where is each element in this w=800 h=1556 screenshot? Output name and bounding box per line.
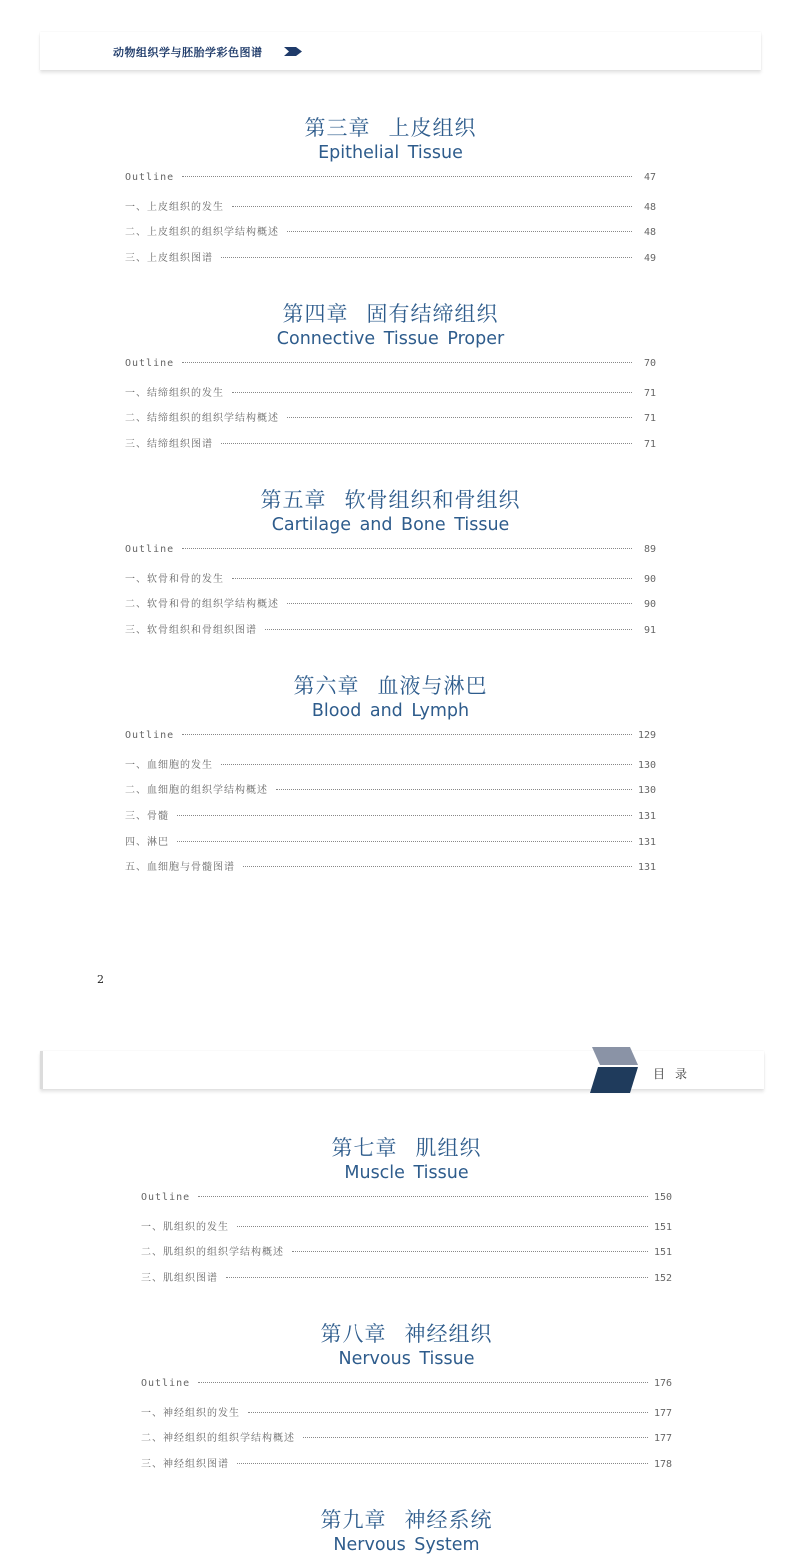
dot-leader	[221, 764, 632, 765]
dot-leader	[287, 417, 632, 418]
toc-entry-label: 二、结缔组织的组织学结构概述	[125, 413, 279, 425]
toc-entry[interactable]	[125, 807, 656, 833]
toc-list	[141, 1192, 672, 1295]
dot-leader	[226, 1277, 648, 1278]
toc-entry-label: 三、上皮组织图谱	[125, 253, 213, 265]
toc-entry-label: Outline	[125, 730, 175, 741]
toc-entry[interactable]	[125, 595, 656, 621]
chapter-3-block	[125, 114, 656, 275]
toc-entry-label: Outline	[141, 1378, 191, 1389]
toc-entry[interactable]	[125, 621, 656, 647]
toc-entry[interactable]	[125, 544, 656, 570]
chapter-number: 第八章	[320, 1322, 387, 1346]
chapter-heading	[141, 1320, 672, 1370]
chapter-name-zh: 上皮组织	[388, 116, 477, 140]
toc-entry[interactable]	[141, 1404, 672, 1430]
toc-entry-page: 89	[643, 544, 656, 555]
dot-leader	[237, 1226, 648, 1227]
toc-entry[interactable]	[141, 1269, 672, 1295]
dot-leader	[287, 231, 632, 232]
toc-entry-label: 三、结缔组织图谱	[125, 439, 213, 451]
book-title: 动物组织学与胚胎学彩色图谱	[113, 46, 263, 59]
chapter-heading	[125, 114, 656, 164]
toc-entry-label: Outline	[125, 544, 175, 555]
chapter-name-zh: 血液与淋巴	[377, 674, 488, 698]
chapter-9-block	[141, 1506, 672, 1556]
toc-entry-label: 一、上皮组织的发生	[125, 201, 224, 213]
chapter-title-en: Nervous System	[333, 1535, 480, 1555]
chapter-heading	[125, 486, 656, 536]
dot-leader	[232, 392, 632, 393]
toc-entry-page: 91	[643, 625, 656, 637]
chapter-name-zh: 肌组织	[415, 1136, 482, 1160]
toc-entry[interactable]	[141, 1243, 672, 1269]
chapter-6-block	[125, 672, 656, 884]
dot-leader	[232, 578, 632, 579]
chapter-heading	[125, 672, 656, 722]
toc-entry-label: 一、血细胞的发生	[125, 759, 213, 771]
chapter-name-zh: 神经组织	[404, 1322, 493, 1346]
running-header-page-2	[40, 32, 761, 70]
toc-list	[125, 172, 656, 275]
chapter-title-zh	[125, 672, 656, 700]
chapter-heading	[141, 1134, 672, 1184]
chapter-title-en: Muscle Tissue	[344, 1163, 469, 1183]
chapter-name-zh: 神经系统	[404, 1508, 493, 1532]
chapter-8-block	[141, 1320, 672, 1481]
toc-entry-page: 71	[643, 413, 656, 425]
chapter-number: 第七章	[331, 1136, 398, 1160]
chapter-title-zh	[141, 1506, 672, 1534]
toc-entry-page: 130	[637, 785, 656, 797]
chapter-heading	[141, 1506, 672, 1556]
toc-entry[interactable]	[125, 781, 656, 807]
toc-entry[interactable]	[141, 1455, 672, 1481]
chapter-number: 第五章	[260, 488, 327, 512]
toc-entry[interactable]	[125, 756, 656, 782]
running-header-page-3	[40, 1051, 764, 1089]
toc-entry-page: 70	[643, 358, 656, 369]
chapter-title-en: Epithelial Tissue	[318, 143, 463, 163]
toc-entry-page: 131	[637, 862, 656, 874]
toc-entry[interactable]	[141, 1429, 672, 1455]
toc-entry-page: 90	[643, 599, 656, 611]
toc-entry[interactable]	[125, 223, 656, 249]
toc-entry-label: 二、肌组织的组织学结构概述	[141, 1247, 284, 1259]
toc-entry[interactable]	[125, 570, 656, 596]
toc-entry[interactable]	[125, 435, 656, 461]
toc-entry-label: Outline	[125, 358, 175, 369]
toc-entry-label: 三、神经组织图谱	[141, 1459, 229, 1471]
toc-entry-label: 一、神经组织的发生	[141, 1407, 240, 1419]
toc-entry-page: 151	[653, 1247, 672, 1259]
toc-entry-label: 二、神经组织的组织学结构概述	[141, 1433, 295, 1445]
toc-entry-page: 177	[653, 1407, 672, 1419]
chapter-title-en: Cartilage and Bone Tissue	[271, 515, 510, 535]
toc-entry-page: 71	[643, 387, 656, 399]
dot-leader	[243, 866, 632, 867]
chapter-heading	[125, 300, 656, 350]
page-number: 2	[97, 973, 104, 986]
toc-entry[interactable]	[125, 249, 656, 275]
toc-entry[interactable]	[141, 1378, 672, 1404]
chapter-4-block	[125, 300, 656, 461]
chapter-5-block	[125, 486, 656, 647]
toc-entry-label: 一、结缔组织的发生	[125, 387, 224, 399]
chapter-title-en: Nervous Tissue	[338, 1349, 475, 1369]
chapter-number: 第九章	[320, 1508, 387, 1532]
toc-entry-label: 三、软骨组织和骨组织图谱	[125, 625, 257, 637]
toc-entry[interactable]	[125, 358, 656, 384]
toc-entry-page: 48	[643, 201, 656, 213]
toc-entry-label: 三、骨髓	[125, 811, 169, 823]
chapter-title-en: Blood and Lymph	[311, 701, 470, 721]
dot-leader	[182, 548, 632, 549]
toc-entry[interactable]	[141, 1192, 672, 1218]
section-emblem-icon	[588, 1047, 640, 1095]
toc-entry-label: 二、软骨和骨的组织学结构概述	[125, 599, 279, 611]
chapter-number: 第六章	[293, 674, 360, 698]
toc-list	[141, 1378, 672, 1481]
toc-entry-page: 47	[643, 172, 656, 183]
toc-entry-page: 130	[637, 759, 656, 771]
toc-list	[125, 730, 656, 884]
toc-entry-page: 131	[637, 836, 656, 848]
chapter-title-zh	[141, 1320, 672, 1348]
toc-entry-label: 三、肌组织图谱	[141, 1273, 218, 1285]
toc-entry-page: 71	[643, 439, 656, 451]
toc-list	[125, 544, 656, 647]
chapter-name-zh: 固有结缔组织	[366, 302, 499, 326]
chapter-number: 第四章	[282, 302, 349, 326]
chapter-7-block	[141, 1134, 672, 1295]
toc-entry-page: 150	[653, 1192, 672, 1203]
chapter-name-zh: 软骨组织和骨组织	[344, 488, 521, 512]
dot-leader	[287, 603, 632, 604]
dot-leader	[198, 1382, 648, 1383]
toc-entry-page: 151	[653, 1221, 672, 1233]
chevron-right-icon	[284, 47, 302, 56]
chapter-title-zh	[125, 114, 656, 142]
dot-leader	[182, 176, 632, 177]
toc-entry[interactable]	[125, 858, 656, 884]
toc-entry-page: 177	[653, 1433, 672, 1445]
toc-list	[125, 358, 656, 461]
toc-entry-label: 二、血细胞的组织学结构概述	[125, 785, 268, 797]
dot-leader	[248, 1412, 648, 1413]
toc-entry-label: Outline	[141, 1192, 191, 1203]
dot-leader	[265, 629, 632, 630]
toc-entry-page: 178	[653, 1459, 672, 1471]
toc-entry-page: 48	[643, 227, 656, 239]
toc-entry[interactable]	[125, 730, 656, 756]
toc-entry[interactable]	[125, 172, 656, 198]
dot-leader	[177, 841, 632, 842]
dot-leader	[276, 789, 632, 790]
toc-entry-label: 一、软骨和骨的发生	[125, 573, 224, 585]
dot-leader	[237, 1463, 648, 1464]
dot-leader	[232, 206, 632, 207]
toc-entry-label: 二、上皮组织的组织学结构概述	[125, 227, 279, 239]
dot-leader	[198, 1196, 648, 1197]
chapter-title-zh	[141, 1134, 672, 1162]
dot-leader	[221, 257, 632, 258]
toc-entry-page: 90	[643, 573, 656, 585]
dot-leader	[221, 443, 632, 444]
toc-entry[interactable]	[125, 384, 656, 410]
chapter-title-zh	[125, 300, 656, 328]
dot-leader	[292, 1251, 648, 1252]
toc-entry-label: Outline	[125, 172, 175, 183]
toc-entry-page: 176	[653, 1378, 672, 1389]
toc-entry-label: 五、血细胞与骨髓图谱	[125, 862, 235, 874]
chapter-title-zh	[125, 486, 656, 514]
toc-entry-page: 152	[653, 1273, 672, 1285]
dot-leader	[182, 362, 632, 363]
dot-leader	[303, 1437, 648, 1438]
dot-leader	[182, 734, 632, 735]
chapter-title-en: Connective Tissue Proper	[276, 329, 505, 349]
toc-entry[interactable]	[141, 1218, 672, 1244]
toc-entry-page: 49	[643, 253, 656, 265]
toc-entry[interactable]	[125, 409, 656, 435]
chapter-number: 第三章	[304, 116, 371, 140]
toc-entry-page: 131	[637, 811, 656, 823]
toc-entry-label: 一、肌组织的发生	[141, 1221, 229, 1233]
toc-entry[interactable]	[125, 833, 656, 859]
section-label-contents: 目录	[653, 1067, 698, 1081]
toc-entry-label: 四、淋巴	[125, 836, 169, 848]
dot-leader	[177, 815, 632, 816]
toc-entry-page: 129	[637, 730, 656, 741]
toc-entry[interactable]	[125, 198, 656, 224]
